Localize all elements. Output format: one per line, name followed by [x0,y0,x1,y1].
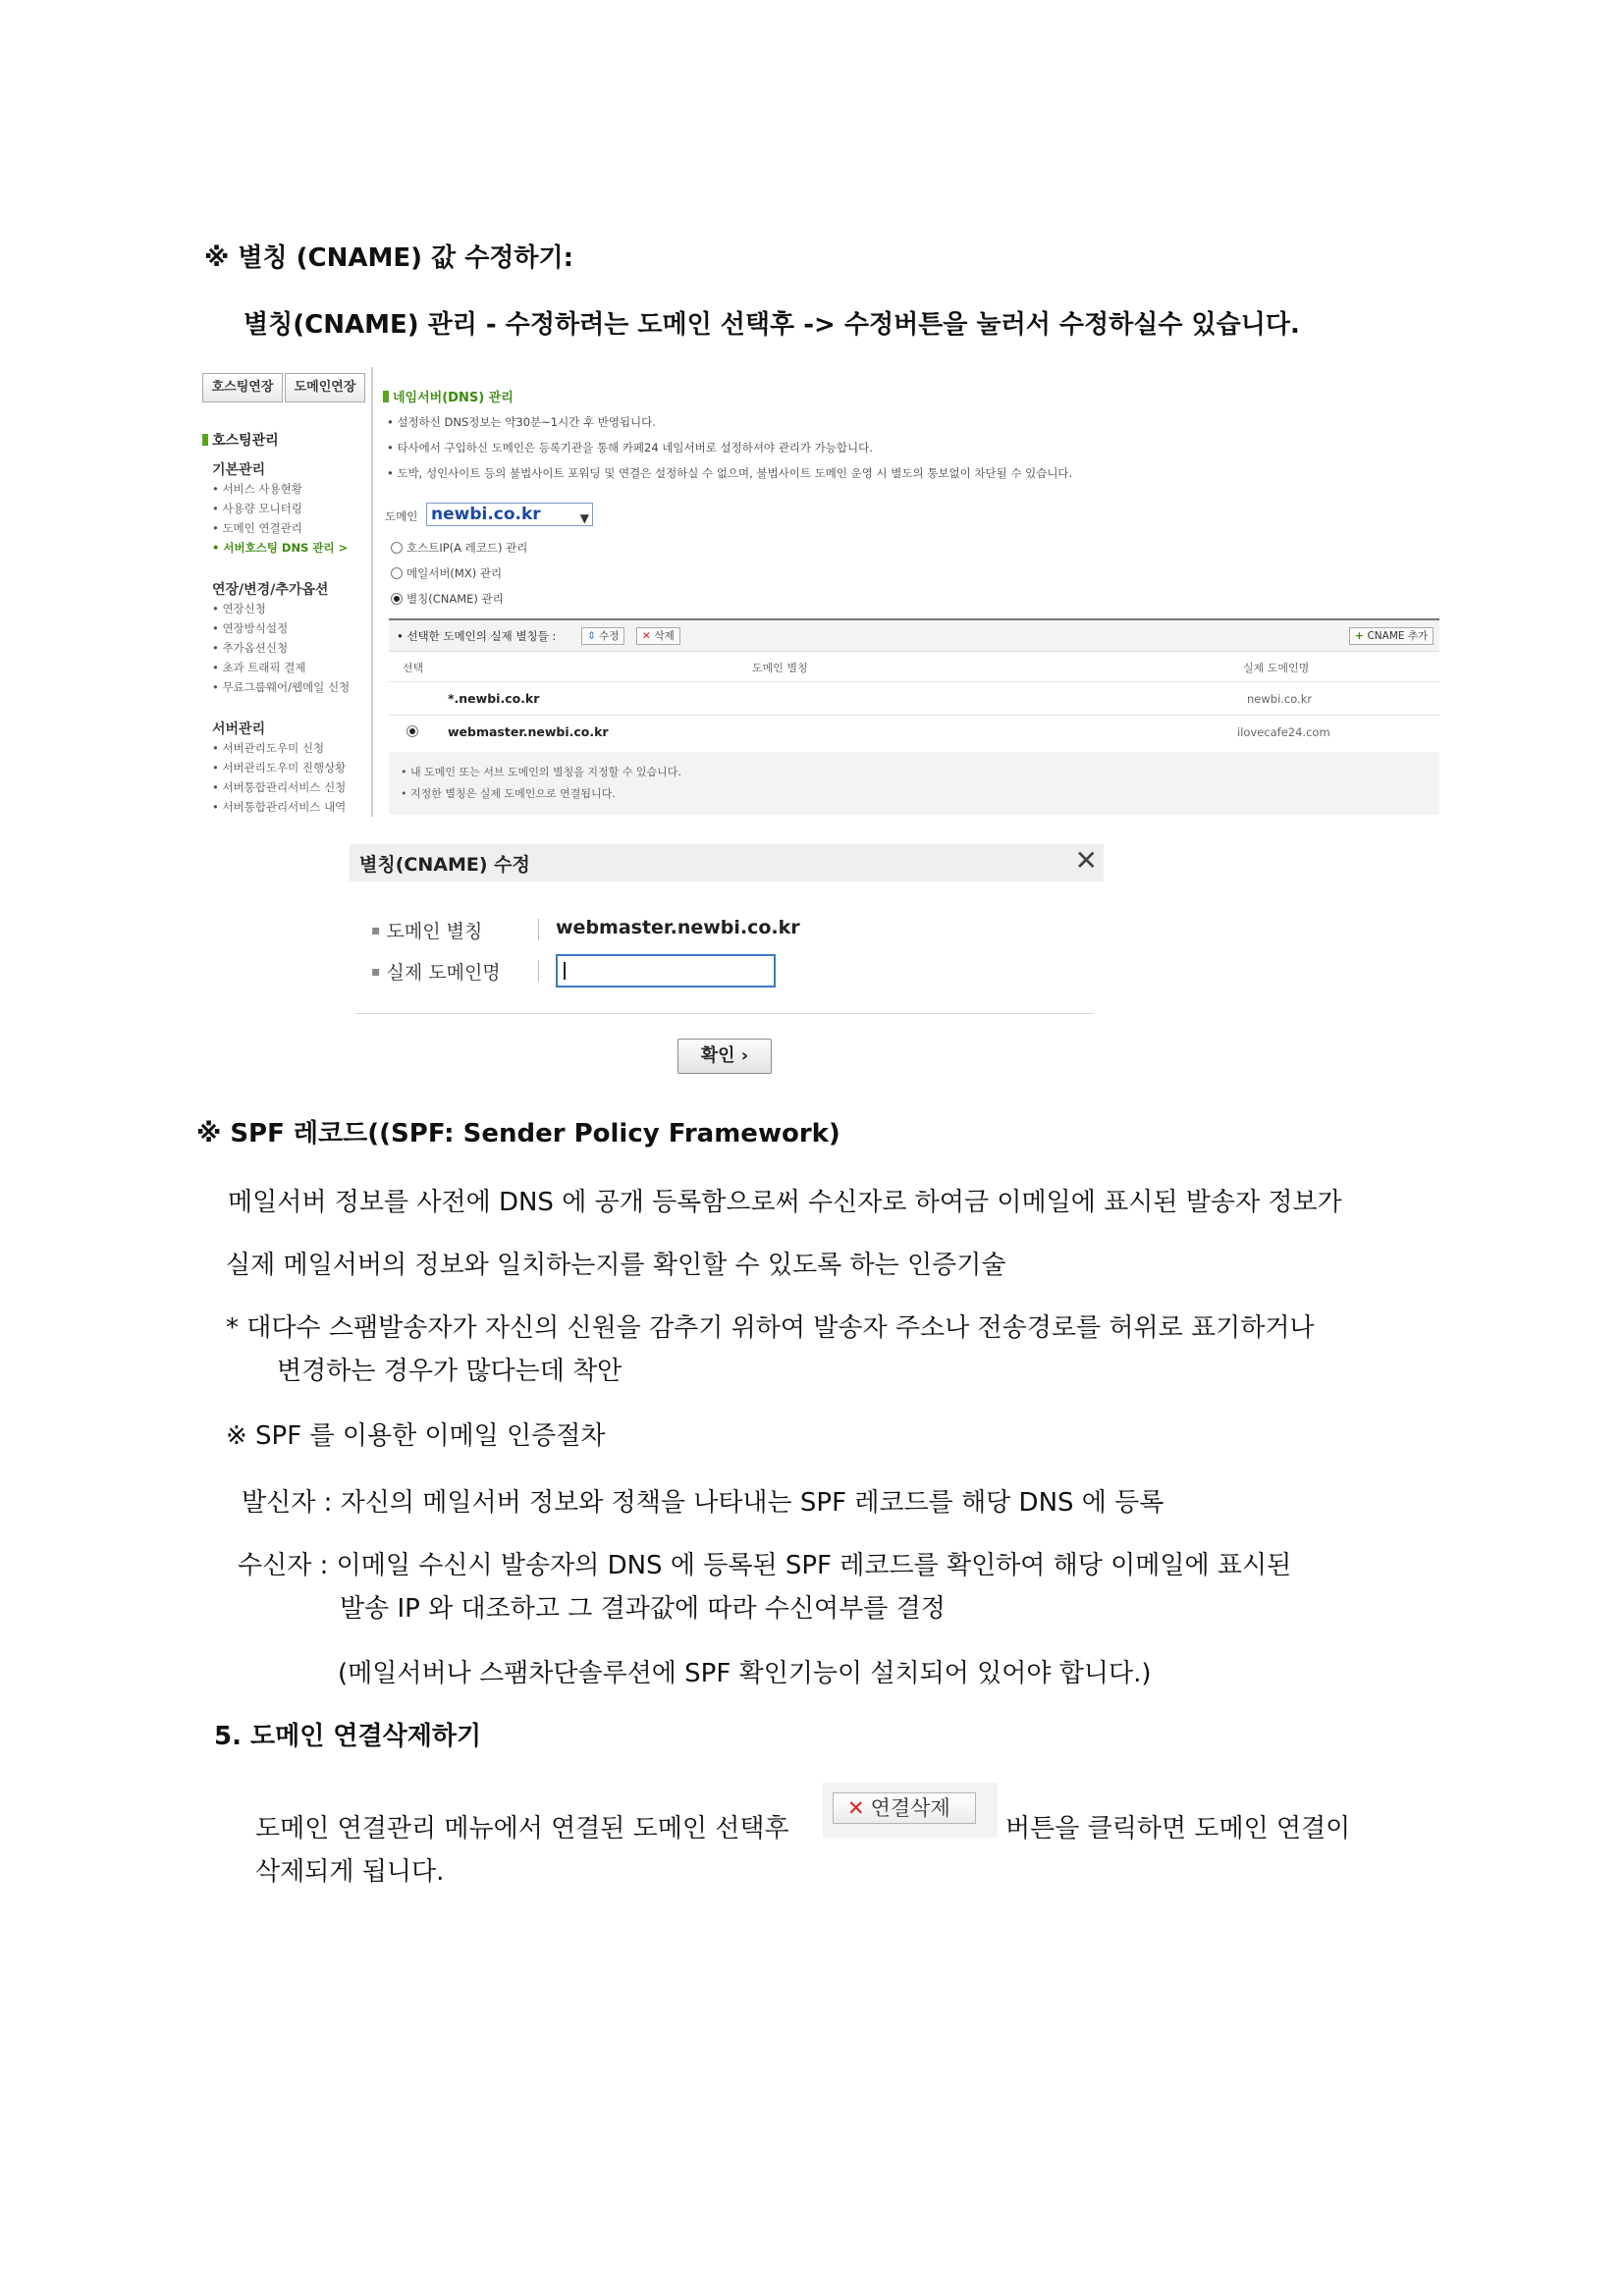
table-row[interactable] [389,681,1439,715]
column-header-alias: 도메인 별칭 [752,662,808,674]
spf-receiver-note: (메일서버나 스팸차단솔루션에 SPF 확인기능이 설치되어 있어야 합니다.) [338,1659,1152,1688]
radio-a-record[interactable]: 호스트IP(A 레코드) 관리 [391,540,527,556]
dns-management-screenshot [202,367,1441,817]
column-header-select: 선택 [403,662,424,674]
confirm-button[interactable]: 확인 › [677,1039,772,1074]
chevron-down-icon: ▼ [579,511,589,525]
dns-main-panel [379,367,1441,817]
domain-extend-button[interactable]: 도메인연장 [285,373,365,402]
lnb-item[interactable]: • 추가옵션신청 [212,641,289,655]
close-icon: ✕ [847,1796,865,1820]
footnote-line: • 내 도메인 또는 서브 도메인의 별칭을 지정할 수 있습니다. [401,766,681,778]
spf-note-line: 변경하는 경우가 많다는데 착안 [277,1357,623,1386]
delete-button-image [823,1783,998,1838]
domain-label: 도메인 [385,509,418,523]
alias-label: ▪ 도메인 별칭 [371,921,483,942]
table-toolbar [389,620,1439,652]
table-row[interactable] [389,715,1439,748]
cname-edit-dialog [350,844,1104,1080]
bullet-square-icon [383,391,389,402]
delete-description-line: 버튼을 클릭하면 도메인 연결이 [1005,1814,1351,1843]
dialog-header [350,844,1104,881]
lnb-item-dns-active[interactable]: • 서버호스팅 DNS 관리 > [212,541,349,555]
section-heading-delete: 5. 도메인 연결삭제하기 [214,1722,482,1751]
dialog-title: 별칭(CNAME) 수정 [359,854,530,876]
sort-arrows-icon: ⇕ [587,630,600,642]
lnb-item[interactable]: • 서버통합관리서비스 내역 [212,800,347,814]
radio-icon [391,567,403,579]
left-navigation [202,367,373,817]
panel-title: 네임서버(DNS) 관리 [383,387,514,405]
delete-button[interactable]: ✕ 삭제 [636,627,680,645]
radio-cname-record[interactable]: 별칭(CNAME) 관리 [391,591,504,607]
bullet-dot-icon: ▪ [371,964,381,980]
divider [538,960,539,982]
real-domain-cell: newbi.co.kr [1247,692,1313,706]
domain-select[interactable]: newbi.co.kr ▼ [426,503,593,526]
lnb-item[interactable]: • 연장방식설정 [212,621,289,635]
cname-table [389,618,1439,815]
table-caption: • 선택한 도메인의 실제 별칭들 : [397,629,557,643]
alias-cell: webmaster.newbi.co.kr [448,724,609,739]
spf-receiver-line: 수신자 : 이메일 수신시 발송자의 DNS 에 등록된 SPF 레코드를 확인하여 해당 이메일에 표시된 [238,1551,1292,1580]
lnb-item[interactable]: • 무료그룹웨어/웹메일 신청 [212,680,351,694]
edit-button[interactable]: ⇕ 수정 [581,627,624,645]
table-footnotes [389,752,1439,815]
lnb-group-title: 연장/변경/추가옵션 [212,582,329,598]
text-cursor [564,962,566,980]
close-icon: ✕ [642,630,655,642]
delete-description-line: 도메인 연결관리 메뉴에서 연결된 도메인 선택후 [255,1814,789,1843]
hosting-extend-button[interactable]: 호스팅연장 [202,373,283,402]
real-domain-input[interactable] [556,954,776,988]
cname-description: 별칭(CNAME) 관리 - 수정하려는 도메인 선택후 -> 수정버튼을 눌러서 수정하실수 있습니다. [244,310,1300,340]
lnb-item[interactable]: • 서버통합관리서비스 신청 [212,780,347,794]
lnb-item[interactable]: • 사용량 모니터링 [212,502,302,515]
section-heading-cname: ※ 별칭 (CNAME) 값 수정하기: [204,243,574,273]
radio-icon [391,542,403,554]
bullet-square-icon [202,434,208,446]
spf-sender-line: 발신자 : 자신의 메일서버 정보와 정책을 나타내는 SPF 레코드를 해당 DNS 에 등록 [242,1488,1164,1518]
lnb-item[interactable]: • 서버관리도우미 진행상황 [212,761,347,774]
spf-procedure-heading: ※ SPF 를 이용한 이메일 인증절차 [226,1421,606,1451]
divider [538,919,539,940]
lnb-item[interactable]: • 연장신청 [212,602,266,615]
spf-description-line: 메일서버 정보를 사전에 DNS 에 공개 등록함으로써 수신자로 하여금 이메일에 표시된 발송자 정보가 [228,1188,1342,1217]
add-cname-button[interactable]: + CNAME 추가 [1349,627,1434,645]
real-domain-cell: ilovecafe24.com [1237,725,1330,739]
lnb-section-title: 호스팅관리 [202,430,279,450]
column-header-real-domain: 실제 도메인명 [1243,662,1310,674]
notice-line: • 설정하신 DNS정보는 약30분~1시간 후 반영됩니다. [387,415,656,429]
lnb-item[interactable]: • 서버관리도우미 신청 [212,741,325,755]
divider [355,1013,1094,1014]
spf-note-line: * 대다수 스팸발송자가 자신의 신원을 감추기 위하여 발송자 주소나 전송경로를 허위로 표기하거나 [226,1313,1315,1343]
spf-description-line: 실제 메일서버의 정보와 일치하는지를 확인할 수 있도록 하는 인증기술 [226,1251,1006,1280]
lnb-item[interactable]: • 초과 트래픽 결제 [212,661,306,674]
lnb-item[interactable]: • 서비스 사용현황 [212,482,302,496]
radio-selected-icon [406,725,418,737]
real-domain-label: ▪ 실제 도메인명 [371,962,501,984]
plus-icon: + [1355,630,1368,642]
notice-line: • 도박, 성인사이트 등의 불법사이트 포워딩 및 연결은 설정하실 수 없으며, 불법사이트 도메인 운영 시 별도의 통보없이 차단될 수 있습니다. [387,466,1073,480]
domain-link-delete-button[interactable]: ✕ 연결삭제 [833,1792,976,1824]
lnb-group-title: 기본관리 [212,462,266,478]
bullet-dot-icon: ▪ [371,923,381,938]
footnote-line: • 지정한 별칭은 실제 도메인으로 연결됩니다. [401,787,616,800]
notice-line: • 타사에서 구입하신 도메인은 등록기관을 통해 카페24 네임서버로 설정하셔야 관리가 가능합니다. [387,441,873,454]
close-icon[interactable]: ✕ [1074,844,1098,877]
section-heading-spf: ※ SPF 레코드((SPF: Sender Policy Framework) [196,1119,840,1148]
spf-receiver-line: 발송 IP 와 대조하고 그 결과값에 따라 수신여부를 결정 [340,1594,946,1624]
delete-description-line: 삭제되게 됩니다. [255,1857,445,1887]
row-radio[interactable] [406,723,422,738]
alias-value: webmaster.newbi.co.kr [556,917,800,938]
lnb-group-title: 서버관리 [212,721,266,737]
alias-cell: *.newbi.co.kr [448,691,540,706]
radio-selected-icon [391,593,403,605]
radio-mx-record[interactable]: 메일서버(MX) 관리 [391,565,502,581]
lnb-item[interactable]: • 도메인 연결관리 [212,521,302,535]
